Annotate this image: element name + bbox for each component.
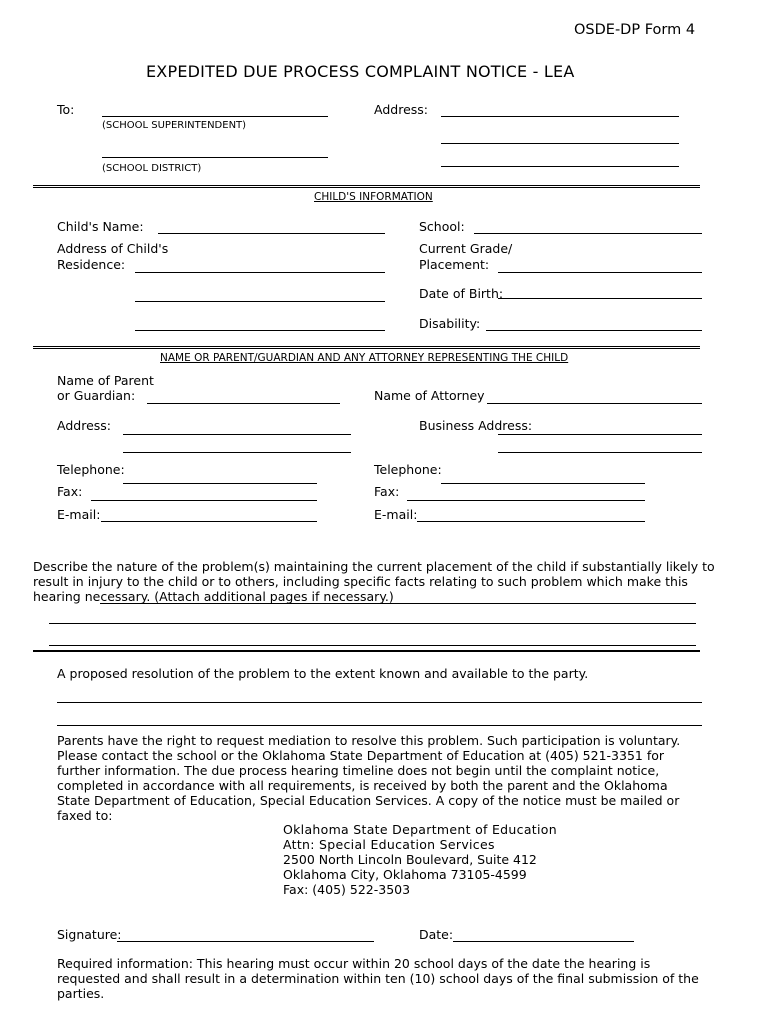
parent-address-label: Address: (57, 418, 111, 433)
district-caption: (SCHOOL DISTRICT) (102, 163, 202, 174)
parent-label-1: Name of Parent (57, 373, 154, 388)
child-address-field-3[interactable] (135, 330, 385, 331)
signature-label: Signature: (57, 927, 122, 942)
rights-paragraph: Parents have the right to request mediation to resolve this problem. Such participation is voluntary. Please contact the school or the Oklahoma State Department of Education at (405) 521-3351 for further information. The due process hearing timeline does not begin until the complaint notice, completed in accordance with all requirements, is received by both the parent and the Oklahoma State Department of Education, Special Education Services. A copy of the notice must be mailed or faxed to: (57, 733, 681, 823)
school-label: School: (419, 219, 465, 234)
attorney-name-field[interactable] (487, 403, 702, 404)
parent-telephone-field[interactable] (123, 483, 317, 484)
problem-text-line-3: hearing necessary. (Attach additional pages if necessary.) (33, 589, 394, 604)
parent-name-field[interactable] (147, 403, 340, 404)
resolution-field-2[interactable] (57, 725, 702, 726)
signature-field[interactable] (117, 941, 374, 942)
page-title: EXPEDITED DUE PROCESS COMPLAINT NOTICE - LEA (146, 62, 575, 81)
problem-text-line-2: result in injury to the child or to others, including specific facts relating to such problem which make this (33, 574, 688, 589)
parent-address-field-2[interactable] (123, 452, 351, 453)
parent-email-label: E-mail: (57, 507, 101, 522)
mailing-address-line-3: 2500 North Lincoln Boulevard, Suite 412 (283, 852, 537, 867)
address-field-2[interactable] (441, 143, 679, 144)
superintendent-caption: (SCHOOL SUPERINTENDENT) (102, 120, 247, 131)
disability-label: Disability: (419, 316, 481, 331)
child-address-label-2: Residence: (57, 257, 126, 272)
address-field-1[interactable] (441, 116, 679, 117)
parent-fax-field[interactable] (91, 500, 317, 501)
business-address-field-2[interactable] (498, 452, 702, 453)
date-field[interactable] (453, 941, 634, 942)
business-address-field-1[interactable] (498, 434, 702, 435)
parent-address-field-1[interactable] (123, 434, 351, 435)
address-field-3[interactable] (441, 166, 679, 167)
parent-heading: NAME OR PARENT/GUARDIAN AND ANY ATTORNEY REPRESENTING THE CHILD (160, 352, 569, 364)
school-district-field[interactable] (102, 157, 328, 158)
grade-label-1: Current Grade/ (419, 241, 513, 256)
mailing-address-line-1: Oklahoma State Department of Education (283, 822, 557, 837)
grade-label-2: Placement: (419, 257, 490, 272)
required-info: Required information: This hearing must occur within 20 school days of the date the hearing is requested and shall result in a determination within ten (10) school days of the final submission of the parties. (57, 956, 699, 1001)
problem-field-2[interactable] (49, 623, 696, 624)
business-address-label: Business Address: (419, 418, 533, 433)
parent-label-2: or Guardian: (57, 388, 136, 403)
parent-email-field[interactable] (101, 521, 317, 522)
date-label: Date: (419, 927, 454, 942)
problem-text-line-1: Describe the nature of the problem(s) maintaining the current placement of the child if substantially likely to (33, 559, 715, 574)
school-field[interactable] (474, 233, 702, 234)
address-label: Address: (374, 102, 428, 117)
attorney-telephone-label: Telephone: (374, 462, 442, 477)
attorney-label: Name of Attorney (374, 388, 485, 403)
parent-fax-label: Fax: (57, 484, 83, 499)
childs-name-field[interactable] (158, 233, 385, 234)
attorney-email-label: E-mail: (374, 507, 418, 522)
section-divider (33, 346, 700, 349)
child-address-label-1: Address of Child's (57, 241, 169, 256)
mailing-address-line-4: Oklahoma City, Oklahoma 73105-4599 (283, 867, 527, 882)
parent-telephone-label: Telephone: (57, 462, 125, 477)
dob-label: Date of Birth: (419, 286, 504, 301)
attorney-fax-label: Fax: (374, 484, 400, 499)
superintendent-field[interactable] (102, 116, 328, 117)
resolution-text: A proposed resolution of the problem to the extent known and available to the party. (57, 666, 589, 681)
childs-info-heading: CHILD'S INFORMATION (314, 191, 433, 203)
attorney-email-field[interactable] (417, 521, 645, 522)
resolution-field-1[interactable] (57, 702, 702, 703)
problem-field-3[interactable] (49, 645, 696, 646)
disability-field[interactable] (486, 330, 702, 331)
grade-field[interactable] (498, 272, 702, 273)
dob-field[interactable] (498, 298, 702, 299)
attorney-telephone-field[interactable] (441, 483, 645, 484)
childs-name-label: Child's Name: (57, 219, 144, 234)
section-divider (33, 185, 700, 188)
child-address-field-1[interactable] (135, 272, 385, 273)
form-id: OSDE-DP Form 4 (574, 22, 696, 38)
mailing-address-line-2: Attn: Special Education Services (283, 837, 495, 852)
problem-field-1[interactable] (100, 603, 696, 604)
section-divider (33, 650, 700, 652)
mailing-address-line-5: Fax: (405) 522-3503 (283, 882, 411, 897)
attorney-fax-field[interactable] (407, 500, 645, 501)
child-address-field-2[interactable] (135, 301, 385, 302)
to-label: To: (57, 102, 75, 117)
